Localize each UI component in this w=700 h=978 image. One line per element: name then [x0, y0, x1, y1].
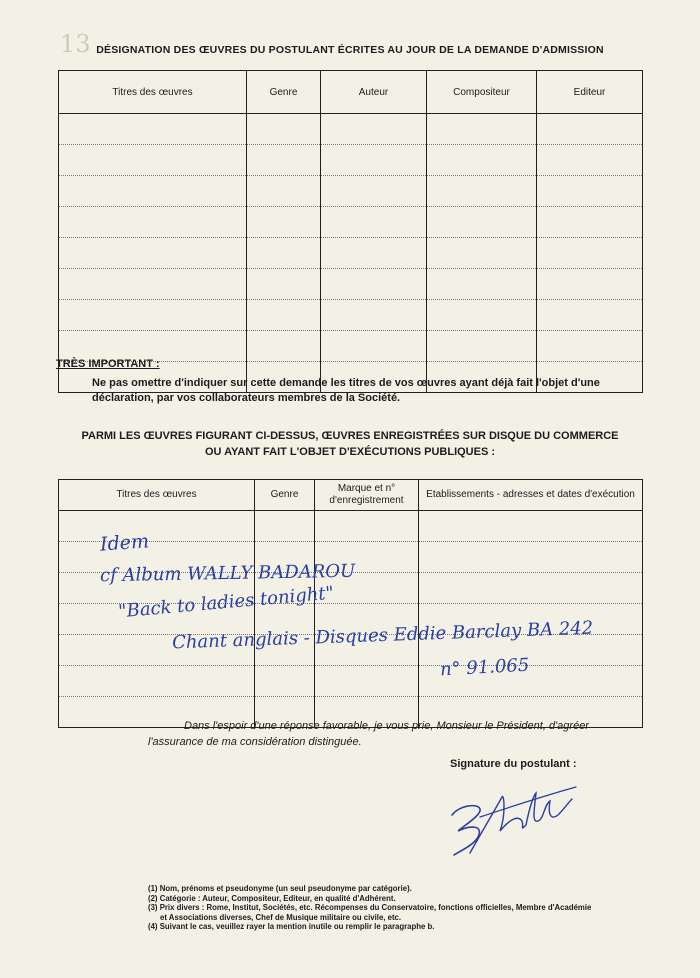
works-table [58, 70, 643, 393]
table-row [59, 542, 643, 573]
table-row [59, 207, 643, 238]
footnote-2: (2) Catégorie : Auteur, Compositeur, Editeur, en qualité d'Adhérent. [148, 893, 396, 903]
table-row [59, 511, 643, 542]
section2-title-line1: PARMI LES ŒUVRES FIGURANT CI-DESSUS, ŒUVRES ENREGISTRÉES SUR DISQUE DU COMMERCE [81, 430, 619, 442]
handwritten-line-2: cf Album WALLY BADAROU [99, 560, 356, 587]
table-row [59, 300, 643, 331]
section1-title: DÉSIGNATION DES ŒUVRES DU POSTULANT ÉCRITES AU JOUR DE LA DEMANDE D'ADMISSION [96, 44, 604, 56]
footnotes [148, 884, 648, 932]
closing-line-1: Dans l'espoir d'une réponse favorable, je vous prie, Monsieur le Président, d'agréer [184, 720, 589, 732]
handwritten-line-4: Chant anglais - Disques Eddie Barclay BA 242 [171, 617, 594, 654]
col-etablissements: Etablissements - adresses et dates d'exécution [419, 480, 643, 511]
col-auteur: Auteur [321, 71, 427, 114]
table-row [59, 269, 643, 300]
col-editeur: Editeur [537, 71, 643, 114]
closing-line-2: l'assurance de ma considération distinguée. [148, 736, 362, 748]
footnote-3-continued: et Associations diverses, Chef de Musique militaire ou civile, etc. [160, 912, 402, 922]
signature-image [440, 775, 580, 865]
recordings-table [58, 479, 643, 728]
recordings-table-header [59, 480, 643, 511]
handwritten-line-1: Idem [99, 530, 150, 556]
col-titres: Titres des œuvres [59, 480, 255, 511]
faint-mark: 13 [60, 30, 91, 58]
important-text: Ne pas omettre d'indiquer sur cette demande les titres de vos œuvres ayant déjà fait l'objet d'une déclaration, par vos collaborateurs membres de la Société. [92, 377, 600, 404]
table-row [59, 666, 643, 697]
table-row [59, 573, 643, 604]
table-row [59, 604, 643, 635]
col-genre: Genre [255, 480, 315, 511]
handwritten-line-3: "Back to ladies tonight" [117, 582, 335, 623]
important-label: TRÈS IMPORTANT : [56, 358, 160, 370]
table-row [59, 114, 643, 145]
section2-title-line2: OU AYANT FAIT L'OBJET D'EXÉCUTIONS PUBLIQUES : [204, 446, 496, 458]
footnote-1: (1) Nom, prénoms et pseudonyme (un seul pseudonyme par catégorie). [148, 884, 412, 893]
footnote-3: (3) Prix divers : Rome, Institut, Sociétés, etc. Récompenses du Conservatoire, fonctions officielles, Membre d'Académie [148, 903, 592, 912]
col-compositeur: Compositeur [427, 71, 537, 114]
col-marque: Marque et n° d'enregistrement [315, 480, 419, 511]
signature-label: Signature du postulant : [450, 758, 577, 770]
closing-text [148, 718, 658, 750]
footnote-4: (4) Suivant le cas, veuillez rayer la mention inutile ou remplir le paragraphe b. [148, 922, 435, 931]
table-row [59, 331, 643, 362]
works-table-header [59, 71, 643, 114]
table-row [59, 176, 643, 207]
table-row [59, 635, 643, 666]
col-genre: Genre [247, 71, 321, 114]
table-row [59, 238, 643, 269]
section2-title [60, 428, 640, 460]
col-titres: Titres des œuvres [59, 71, 247, 114]
table-row [59, 145, 643, 176]
handwritten-line-5: n° 91.065 [439, 654, 530, 681]
